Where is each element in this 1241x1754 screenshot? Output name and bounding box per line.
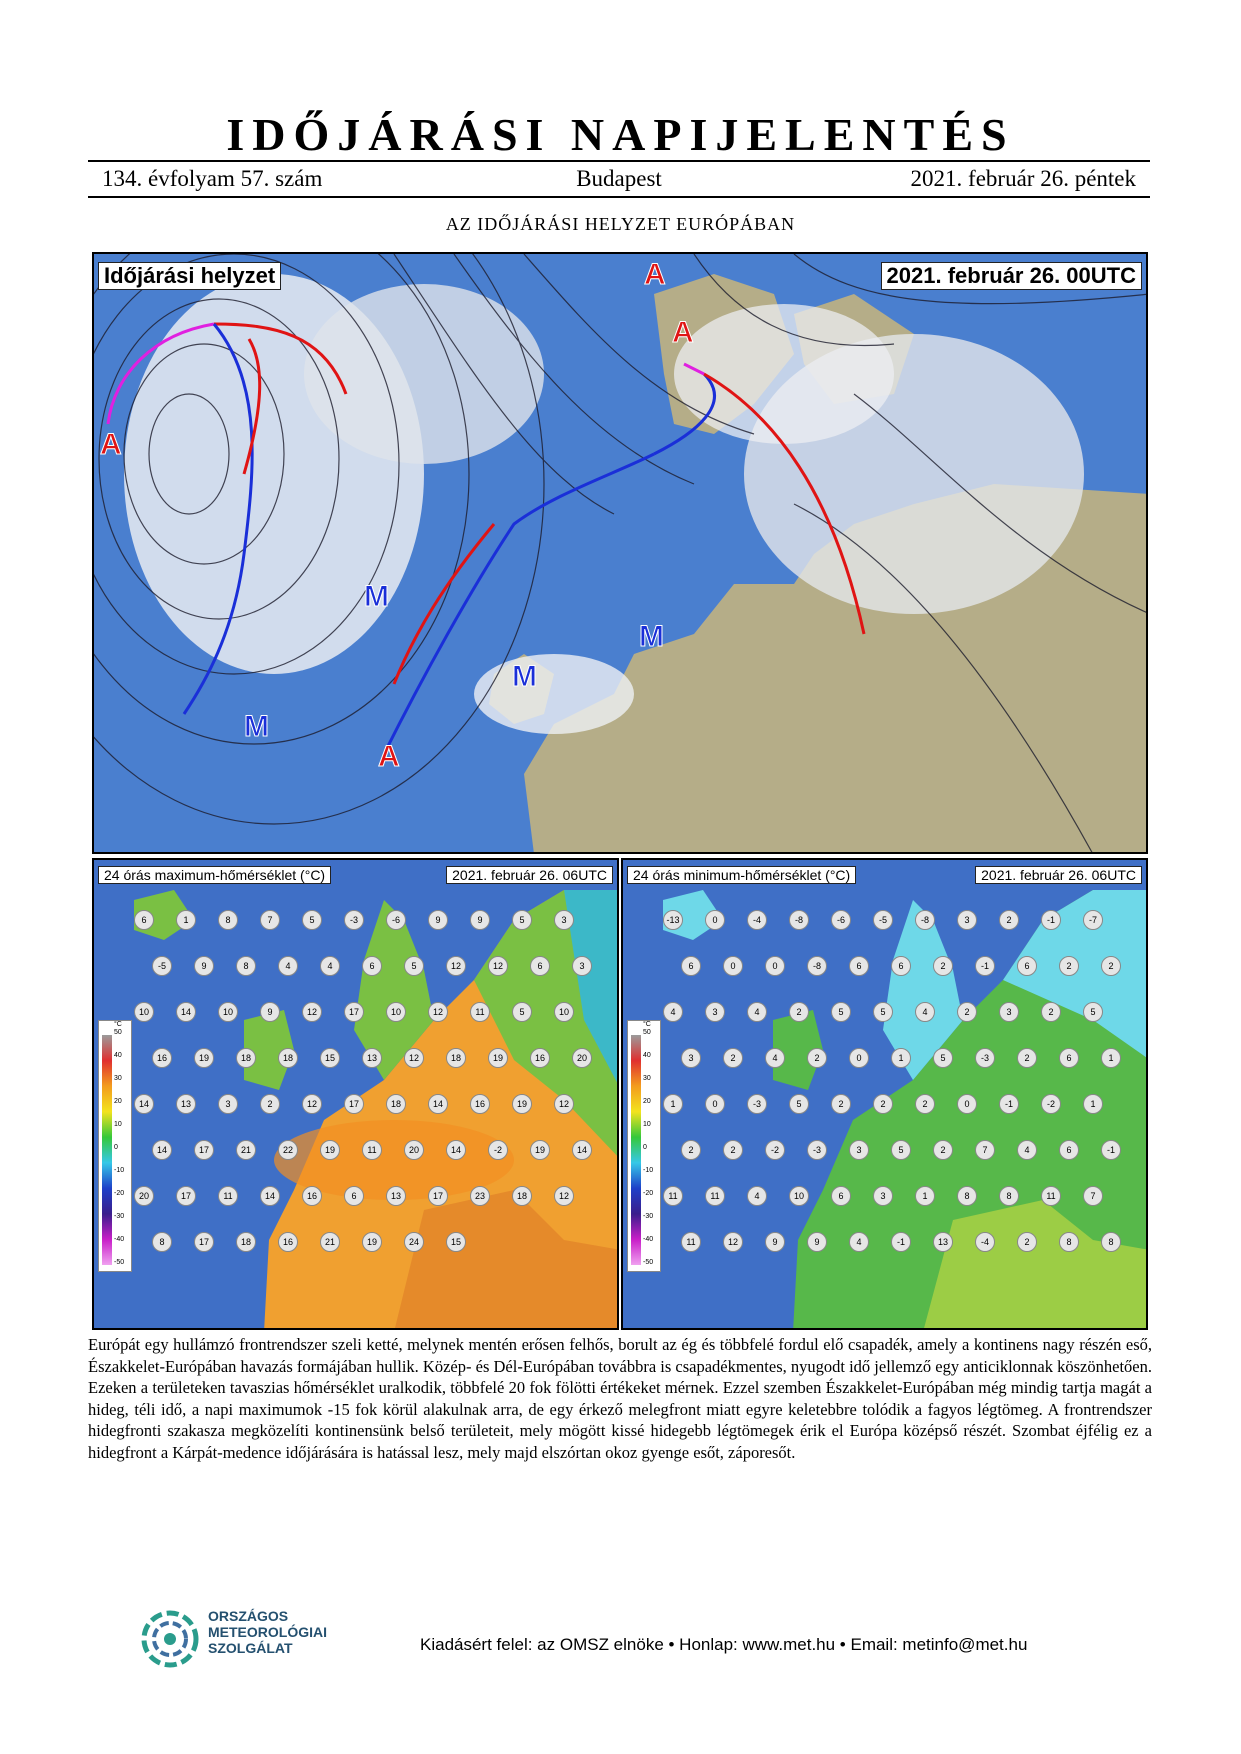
legend-tick: 20 — [114, 1098, 122, 1105]
temperature-value: 7 — [975, 1140, 995, 1160]
temperature-value: 1 — [915, 1186, 935, 1206]
legend-color-bar — [102, 1035, 112, 1265]
temperature-value: 16 — [302, 1186, 322, 1206]
temperature-value: 4 — [1017, 1140, 1037, 1160]
temperature-value: -1 — [891, 1232, 911, 1252]
temperature-value: 6 — [681, 956, 701, 976]
high-center: A — [644, 258, 666, 291]
omsz-logo-icon — [138, 1604, 202, 1674]
temperature-value: 8 — [999, 1186, 1019, 1206]
legend-tick: 40 — [114, 1052, 122, 1059]
temperature-value: -3 — [807, 1140, 827, 1160]
temperature-value: -2 — [488, 1140, 508, 1160]
temperature-value: 19 — [512, 1094, 532, 1114]
temperature-value: 2 — [957, 1002, 977, 1022]
temperature-value: 12 — [302, 1094, 322, 1114]
legend-color-bar — [631, 1035, 641, 1265]
temperature-value: 13 — [176, 1094, 196, 1114]
max-map-label: 24 órás maximum-hőmérséklet (°C) — [98, 866, 331, 884]
temperature-value: 8 — [218, 910, 238, 930]
temperature-value: 3 — [849, 1140, 869, 1160]
temperature-value: -2 — [765, 1140, 785, 1160]
temperature-value: 23 — [470, 1186, 490, 1206]
temperature-value: 2 — [789, 1002, 809, 1022]
temperature-value: 6 — [530, 956, 550, 976]
legend-tick: 30 — [643, 1075, 651, 1082]
temperature-value: 2 — [873, 1094, 893, 1114]
legend-tick: 20 — [643, 1098, 651, 1105]
temperature-value: 2 — [1017, 1232, 1037, 1252]
temperature-value: -3 — [975, 1048, 995, 1068]
legend-tick: -40 — [643, 1236, 654, 1243]
temperature-value: 15 — [446, 1232, 466, 1252]
temperature-value: 2 — [933, 1140, 953, 1160]
temperature-value: 19 — [320, 1140, 340, 1160]
legend-tick: -30 — [114, 1213, 125, 1220]
temperature-value: 12 — [446, 956, 466, 976]
temperature-value: 6 — [1059, 1140, 1079, 1160]
temperature-value: 5 — [512, 910, 532, 930]
temperature-value: 5 — [873, 1002, 893, 1022]
temperature-value: 3 — [873, 1186, 893, 1206]
legend-tick: -50 — [114, 1259, 125, 1266]
temperature-value: 18 — [386, 1094, 406, 1114]
temperature-value: 16 — [152, 1048, 172, 1068]
temperature-value: 5 — [933, 1048, 953, 1068]
temperature-value: 12 — [404, 1048, 424, 1068]
temperature-value: 19 — [362, 1232, 382, 1252]
temperature-value: 16 — [530, 1048, 550, 1068]
temperature-value: 5 — [404, 956, 424, 976]
temperature-value: 11 — [663, 1186, 683, 1206]
temperature-value: 9 — [470, 910, 490, 930]
temperature-value: 5 — [831, 1002, 851, 1022]
temperature-value: 6 — [1059, 1048, 1079, 1068]
temperature-value: -8 — [915, 910, 935, 930]
temperature-value: 2 — [915, 1094, 935, 1114]
temperature-value: 12 — [723, 1232, 743, 1252]
temperature-value: -1 — [999, 1094, 1019, 1114]
legend-tick: 10 — [114, 1121, 122, 1128]
legend-tick: 30 — [114, 1075, 122, 1082]
temperature-value: 2 — [999, 910, 1019, 930]
temperature-value: -6 — [831, 910, 851, 930]
temperature-value: 4 — [320, 956, 340, 976]
temperature-value: 2 — [1101, 956, 1121, 976]
temperature-value: 3 — [999, 1002, 1019, 1022]
low-center: M — [639, 620, 664, 653]
temperature-value: 2 — [260, 1094, 280, 1114]
temperature-value: 8 — [236, 956, 256, 976]
temperature-value: 20 — [134, 1186, 154, 1206]
temperature-value: 14 — [428, 1094, 448, 1114]
temperature-value: 4 — [747, 1186, 767, 1206]
temperature-value: 11 — [681, 1232, 701, 1252]
temperature-value: 5 — [512, 1002, 532, 1022]
temperature-value: -4 — [975, 1232, 995, 1252]
temperature-value: 5 — [302, 910, 322, 930]
temperature-value: -5 — [152, 956, 172, 976]
temperature-value: 14 — [176, 1002, 196, 1022]
temperature-value: 5 — [1083, 1002, 1103, 1022]
temperature-value: 4 — [278, 956, 298, 976]
legend-tick: 0 — [643, 1144, 647, 1151]
temperature-value: 8 — [1101, 1232, 1121, 1252]
temperature-value: 17 — [194, 1140, 214, 1160]
temperature-value: 2 — [807, 1048, 827, 1068]
temperature-value: 18 — [278, 1048, 298, 1068]
temperature-value: 21 — [320, 1232, 340, 1252]
temperature-value: 19 — [530, 1140, 550, 1160]
temperature-value: 18 — [512, 1186, 532, 1206]
synoptic-map — [92, 252, 1148, 854]
temperature-value: 14 — [152, 1140, 172, 1160]
temperature-value: 21 — [236, 1140, 256, 1160]
min-map-time: 2021. február 26. 06UTC — [975, 866, 1142, 884]
temperature-value: 17 — [344, 1002, 364, 1022]
temperature-value: 4 — [663, 1002, 683, 1022]
legend-tick: 40 — [643, 1052, 651, 1059]
temperature-value: 5 — [789, 1094, 809, 1114]
legend-tick: 50 — [114, 1029, 122, 1036]
temperature-value: 13 — [362, 1048, 382, 1068]
legend-tick: °C — [643, 1021, 651, 1028]
temperature-value: 10 — [386, 1002, 406, 1022]
temperature-value: 12 — [554, 1094, 574, 1114]
legend-tick: -10 — [643, 1167, 654, 1174]
temperature-value: -7 — [1083, 910, 1103, 930]
temperature-value: 2 — [1041, 1002, 1061, 1022]
temperature-value: 10 — [554, 1002, 574, 1022]
city: Budapest — [576, 166, 662, 191]
temperature-value: 8 — [152, 1232, 172, 1252]
temperature-value: 6 — [891, 956, 911, 976]
high-center: A — [378, 740, 400, 773]
report-title: IDŐJÁRÁSI NAPIJELENTÉS — [226, 109, 1015, 160]
temperature-value: 1 — [176, 910, 196, 930]
legend-tick: 0 — [114, 1144, 118, 1151]
high-center: A — [672, 316, 694, 349]
temperature-value: 4 — [849, 1232, 869, 1252]
temperature-value: 9 — [260, 1002, 280, 1022]
temperature-value: 19 — [488, 1048, 508, 1068]
temperature-value: 4 — [765, 1048, 785, 1068]
legend-tick: -20 — [114, 1190, 125, 1197]
temperature-value: 1 — [1101, 1048, 1121, 1068]
legend-tick: -10 — [114, 1167, 125, 1174]
temperature-value: 14 — [446, 1140, 466, 1160]
temperature-value: 12 — [428, 1002, 448, 1022]
temperature-value: -2 — [1041, 1094, 1061, 1114]
temperature-value: 11 — [362, 1140, 382, 1160]
temperature-value: 14 — [134, 1094, 154, 1114]
temperature-value: 3 — [957, 910, 977, 930]
temperature-value: 11 — [1041, 1186, 1061, 1206]
temperature-value: 2 — [723, 1048, 743, 1068]
temperature-value: 2 — [1059, 956, 1079, 976]
temperature-value: 9 — [194, 956, 214, 976]
temperature-value: -8 — [789, 910, 809, 930]
min-map-label: 24 órás minimum-hőmérséklet (°C) — [627, 866, 856, 884]
temperature-value: 13 — [386, 1186, 406, 1206]
legend-tick: -30 — [643, 1213, 654, 1220]
temperature-value: 0 — [705, 1094, 725, 1114]
high-center: A — [100, 428, 122, 461]
temperature-value: 9 — [807, 1232, 827, 1252]
max-color-legend — [98, 1020, 132, 1272]
temperature-value: 17 — [176, 1186, 196, 1206]
legend-tick: -20 — [643, 1190, 654, 1197]
low-center: M — [244, 710, 269, 743]
temperature-value: -8 — [807, 956, 827, 976]
temperature-value: -5 — [873, 910, 893, 930]
temperature-value: 19 — [194, 1048, 214, 1068]
temperature-value: 3 — [554, 910, 574, 930]
temperature-value: 6 — [849, 956, 869, 976]
temperature-value: 8 — [957, 1186, 977, 1206]
temperature-value: 0 — [723, 956, 743, 976]
legend-tick: -50 — [643, 1259, 654, 1266]
temperature-value: 7 — [260, 910, 280, 930]
temperature-value: 2 — [1017, 1048, 1037, 1068]
temperature-value: 6 — [344, 1186, 364, 1206]
temperature-value: 2 — [723, 1140, 743, 1160]
temperature-value: 24 — [404, 1232, 424, 1252]
temperature-value: 6 — [831, 1186, 851, 1206]
temperature-value: 4 — [915, 1002, 935, 1022]
temperature-value: 12 — [302, 1002, 322, 1022]
max-map-time: 2021. február 26. 06UTC — [446, 866, 613, 884]
temperature-value: 18 — [236, 1048, 256, 1068]
temperature-value: 17 — [344, 1094, 364, 1114]
temperature-value: 13 — [933, 1232, 953, 1252]
temperature-value: 0 — [849, 1048, 869, 1068]
temperature-value: 1 — [891, 1048, 911, 1068]
temperature-value: 11 — [218, 1186, 238, 1206]
temperature-value: 8 — [1059, 1232, 1079, 1252]
report-date: 2021. február 26. péntek — [910, 166, 1136, 191]
temperature-value: 6 — [1017, 956, 1037, 976]
temperature-value: -1 — [1041, 910, 1061, 930]
temperature-value: 16 — [278, 1232, 298, 1252]
temperature-value: -4 — [747, 910, 767, 930]
temperature-value: 11 — [470, 1002, 490, 1022]
temperature-value: 2 — [831, 1094, 851, 1114]
temperature-value: 0 — [705, 910, 725, 930]
temperature-value: 14 — [260, 1186, 280, 1206]
max-temperature-map — [92, 858, 619, 1330]
temperature-value: -13 — [663, 910, 683, 930]
temperature-value: -1 — [1101, 1140, 1121, 1160]
synoptic-map-graphic — [94, 254, 1148, 854]
temperature-value: 5 — [891, 1140, 911, 1160]
omsz-logo — [138, 1604, 348, 1674]
temperature-value: 20 — [404, 1140, 424, 1160]
temperature-value: 20 — [572, 1048, 592, 1068]
low-center: M — [364, 580, 389, 613]
temperature-value: 15 — [320, 1048, 340, 1068]
legend-tick: °C — [114, 1021, 122, 1028]
temperature-value: 10 — [134, 1002, 154, 1022]
temperature-value: 3 — [572, 956, 592, 976]
legend-tick: 50 — [643, 1029, 651, 1036]
temperature-value: 10 — [789, 1186, 809, 1206]
temperature-value: 3 — [218, 1094, 238, 1114]
section-title: AZ IDŐJÁRÁSI HELYZET EURÓPÁBAN — [445, 214, 796, 234]
temperature-value: -6 — [386, 910, 406, 930]
temperature-value: 10 — [218, 1002, 238, 1022]
temperature-value: 3 — [705, 1002, 725, 1022]
temperature-value: 6 — [134, 910, 154, 930]
synoptic-map-label: Időjárási helyzet — [98, 262, 281, 290]
temperature-value: -1 — [975, 956, 995, 976]
temperature-value: 16 — [470, 1094, 490, 1114]
temperature-value: 4 — [747, 1002, 767, 1022]
temperature-value: 12 — [488, 956, 508, 976]
temperature-value: 6 — [362, 956, 382, 976]
temperature-value: 2 — [933, 956, 953, 976]
min-temperature-map — [621, 858, 1148, 1330]
temperature-value: -3 — [747, 1094, 767, 1114]
report-subheader — [88, 160, 1150, 198]
volume-number: 134. évfolyam 57. szám — [102, 166, 323, 191]
temperature-value: 17 — [194, 1232, 214, 1252]
temperature-value: 12 — [554, 1186, 574, 1206]
temperature-value: 2 — [681, 1140, 701, 1160]
temperature-value: 1 — [1083, 1094, 1103, 1114]
temperature-value: -3 — [344, 910, 364, 930]
publisher-line: Kiadásért felel: az OMSZ elnöke • Honlap: www.met.hu • Email: metinfo@met.hu — [420, 1635, 1028, 1654]
temperature-value: 3 — [681, 1048, 701, 1068]
temperature-value: 0 — [957, 1094, 977, 1114]
temperature-value: 0 — [765, 956, 785, 976]
temperature-value: 9 — [765, 1232, 785, 1252]
body-text: Európát egy hullámzó frontrendszer szeli ketté, melynek mentén erősen felhős, borult az ég és többfelé fordul elő csapadék, amely a kontinens nagy részén eső, Északkelet-Európában havazás formájában hullik. Közép- és Dél-Európában továbbra is csapadékmentes, nyugodt idő jellemző egy anticiklonnak köszönhetően. Ezeken a területeken tavaszias hőmérséklet uralkodik, többfelé 20 fok fölötti értékeket mérnek. Ezzel szemben Északkelet-Európában még mindig tartja magát a hideg, téli idő, a napi maximumok -15 fok körül alakulnak arra, de egy érkező melegfront miatt egyre keletebbre tolódik a fagyos légtömeg. A frontrendszer hidegfronti szakasza megközelíti kontinensünk belső területeit, mely mögött kissé hidegebb légtömegek érik el Európa középső részét. Szombat éjfélig ez a hidegfront a Kárpát-medence időjárására is hatással lesz, mely majd elszórtan okoz gyenge esőt, záporesőt. — [88, 1335, 1152, 1462]
synoptic-map-time: 2021. február 26. 00UTC — [881, 262, 1142, 290]
temperature-value: 18 — [236, 1232, 256, 1252]
temperature-value: 9 — [428, 910, 448, 930]
temperature-value: 1 — [663, 1094, 683, 1114]
temperature-value: 11 — [705, 1186, 725, 1206]
min-color-legend — [627, 1020, 661, 1272]
temperature-value: 22 — [278, 1140, 298, 1160]
legend-tick: -40 — [114, 1236, 125, 1243]
temperature-value: 17 — [428, 1186, 448, 1206]
org-name: ORSZÁGOS METEOROLÓGIAI SZOLGÁLAT — [208, 1608, 327, 1656]
temperature-value: 14 — [572, 1140, 592, 1160]
temperature-value: 18 — [446, 1048, 466, 1068]
legend-tick: 10 — [643, 1121, 651, 1128]
low-center: M — [512, 660, 537, 693]
temperature-value: 7 — [1083, 1186, 1103, 1206]
